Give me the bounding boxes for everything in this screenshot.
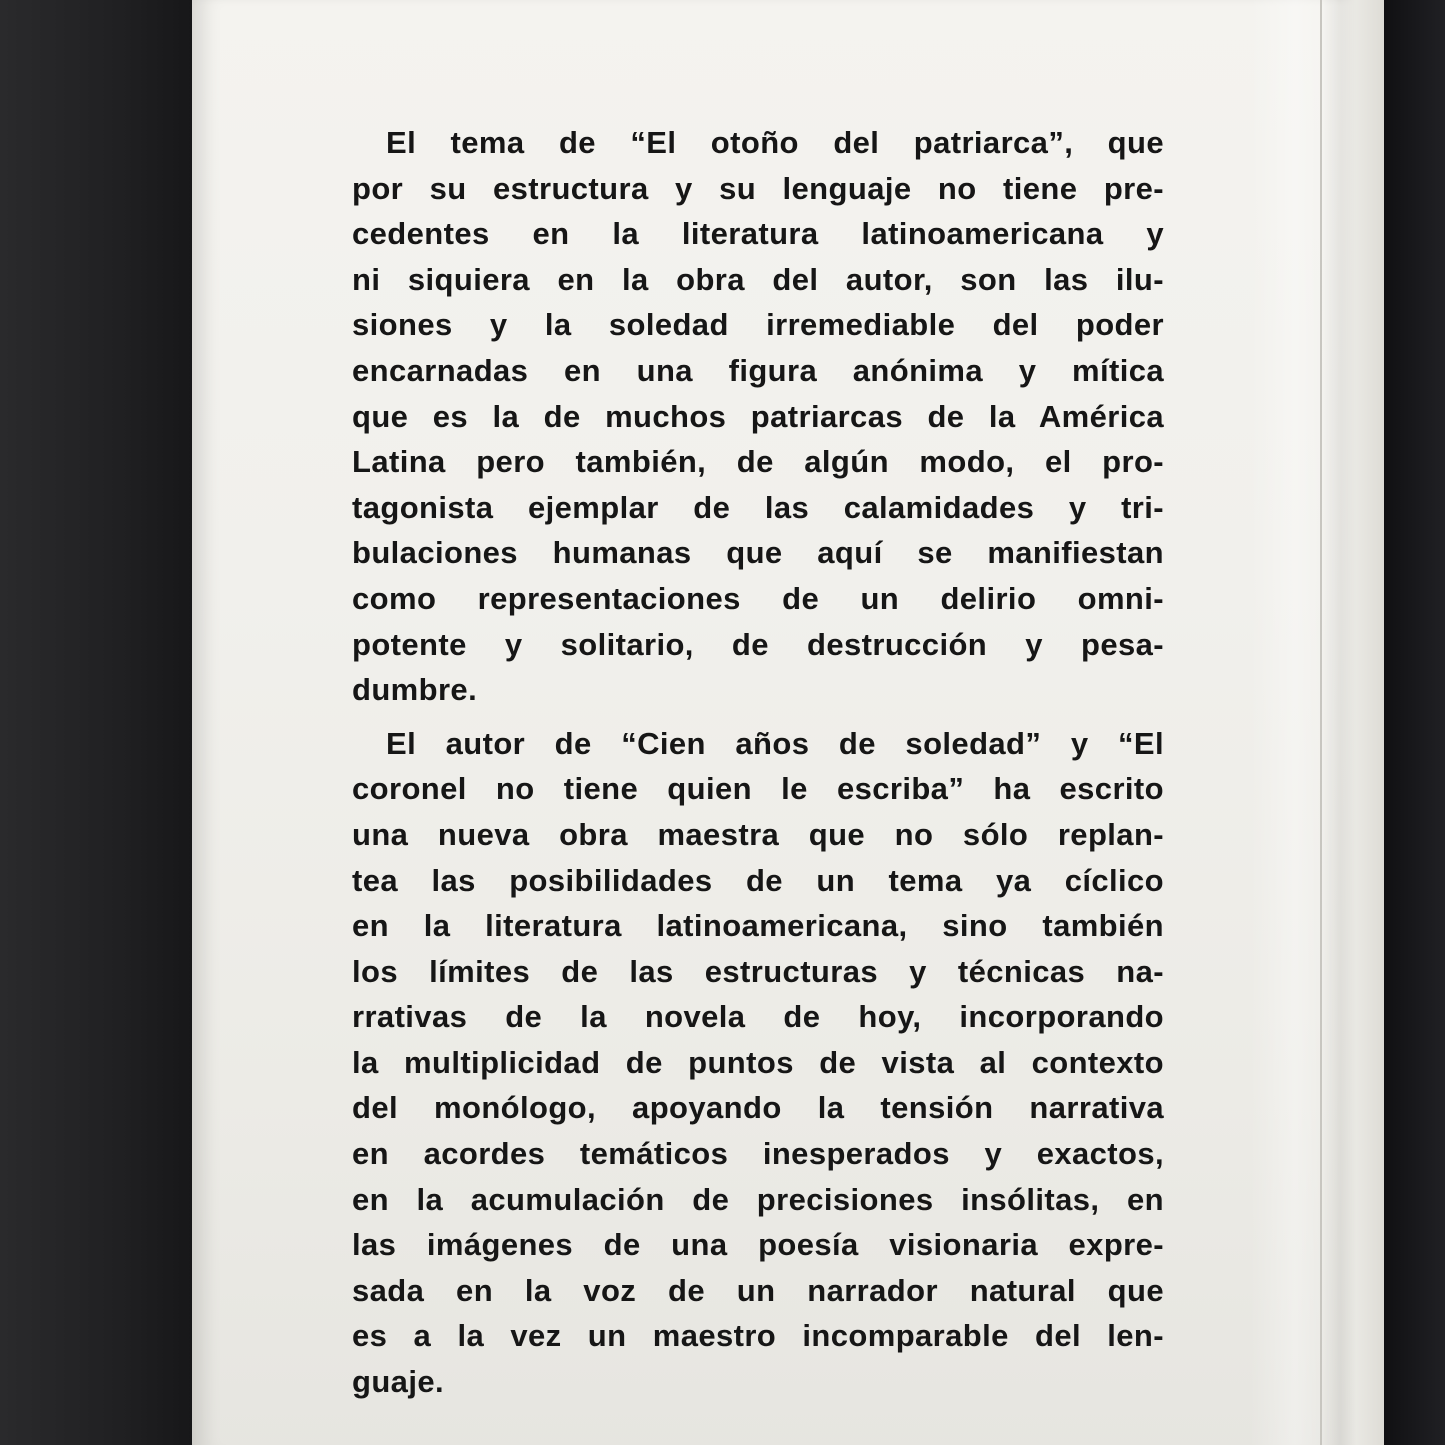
text-line: coronel no tiene quien le escriba” ha escrito (352, 771, 1164, 807)
text-line: ni siquiera en la obra del autor, son las ilu- (352, 261, 1164, 297)
text-line: en la literatura latinoamericana, sino también (352, 908, 1164, 944)
text-line: siones y la soledad irremediable del poder (352, 307, 1164, 343)
text-line: las imágenes de una poesía visionaria expre- (352, 1227, 1164, 1263)
book-spine-edge (1320, 0, 1384, 1445)
text-line: la multiplicidad de puntos de vista al contexto (352, 1044, 1164, 1080)
text-line: El autor de “Cien años de soledad” y “El (386, 725, 1164, 761)
text-line: tagonista ejemplar de las calamidades y tri- (352, 489, 1164, 525)
text-line: rrativas de la novela de hoy, incorporando (352, 999, 1164, 1035)
dark-background-right (1375, 0, 1445, 1445)
back-cover-blurb (352, 120, 1164, 1405)
text-line: El tema de “El otoño del patriarca”, que (386, 125, 1164, 160)
blurb-paragraph-1 (352, 120, 1164, 713)
text-line: es a la vez un maestro incomparable del len- (352, 1318, 1164, 1354)
text-line: como representaciones de un delirio omni- (352, 580, 1164, 616)
text-line: una nueva obra maestra que no sólo replan- (352, 816, 1164, 852)
text-line: en la acumulación de precisiones insólitas, en (352, 1181, 1164, 1217)
text-line: en acordes temáticos inesperados y exactos, (352, 1136, 1164, 1172)
text-line: por su estructura y su lenguaje no tiene pre- (352, 170, 1164, 206)
dark-background-left (0, 0, 200, 1445)
text-line: dumbre. (352, 672, 478, 708)
text-line: del monólogo, apoyando la tensión narrativa (352, 1090, 1164, 1126)
blurb-paragraph-2 (352, 721, 1164, 1405)
text-line: bulaciones humanas que aquí se manifiestan (352, 535, 1164, 571)
text-line: Latina pero también, de algún modo, el pro- (352, 444, 1164, 480)
text-line: encarnadas en una figura anónima y mítica (352, 352, 1164, 388)
text-line: sada en la voz de un narrador natural que (352, 1272, 1164, 1308)
text-line: tea las posibilidades de un tema ya cíclico (352, 862, 1164, 898)
text-line: cedentes en la literatura latinoamericana y (352, 216, 1164, 252)
text-line: guaje. (352, 1364, 444, 1400)
text-line: que es la de muchos patriarcas de la América (352, 398, 1164, 434)
text-line: potente y solitario, de destrucción y pesa- (352, 626, 1164, 662)
paragraph-gap (352, 713, 1164, 721)
text-line: los límites de las estructuras y técnicas na- (352, 953, 1164, 989)
